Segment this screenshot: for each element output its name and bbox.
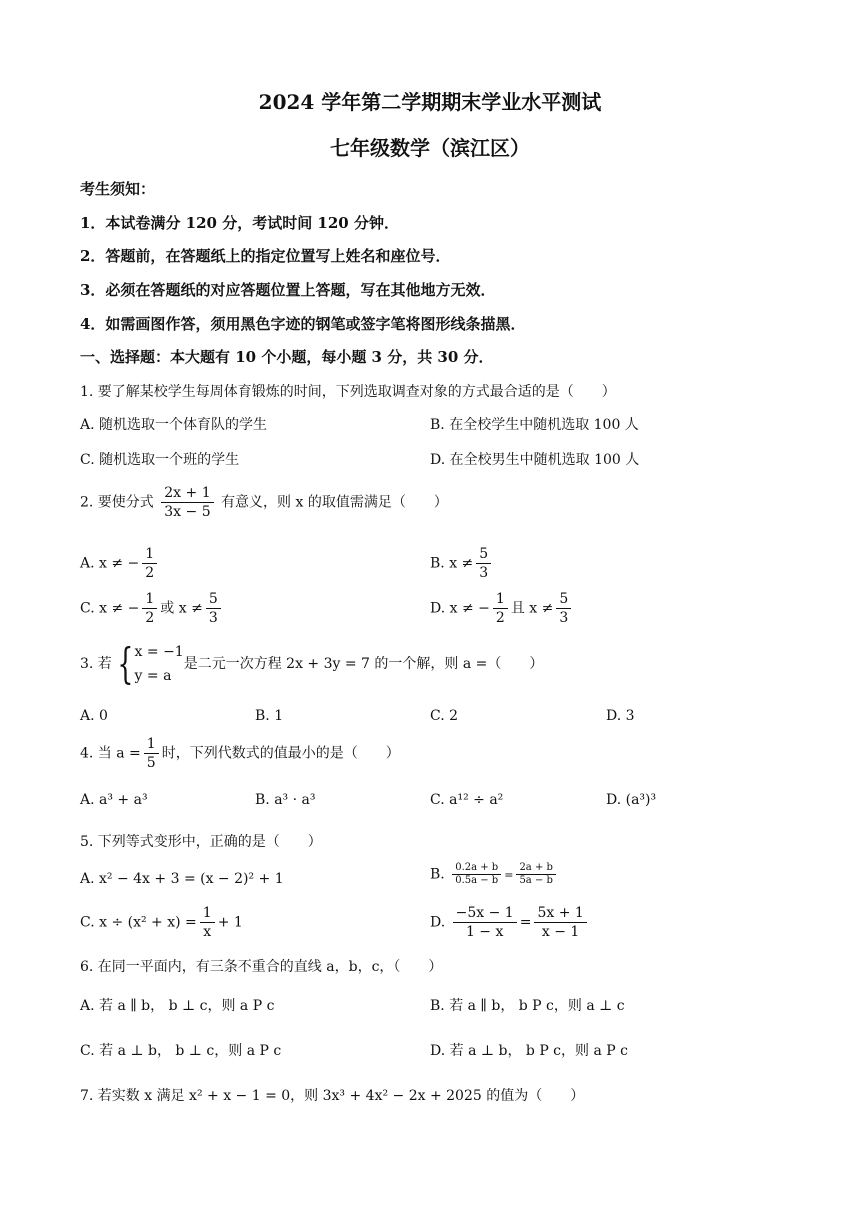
q4-den: 5 xyxy=(146,755,156,771)
question-2-stem xyxy=(80,484,448,521)
q5-d-den2: x − 1 xyxy=(541,924,580,940)
q2-d-den2: 3 xyxy=(559,610,569,626)
q2-b-den: 3 xyxy=(479,565,489,581)
q5-option-b: B. $\frac{0.2a + b}{0.5a - b}$ = $\frac{2a + b}{5a - b}$ xyxy=(430,862,559,887)
q4-option-a: A. a³ + a³ xyxy=(80,792,148,808)
q3-equation-system xyxy=(135,640,184,688)
exam-title: 2024 学年第二学期期末学业水平测试 xyxy=(258,90,602,114)
q2-c-num2: 5 xyxy=(206,590,221,609)
q2-fraction-numerator: 2x + 1 xyxy=(161,484,213,503)
q4-stem-suffix: 时，下列代数式的值最小的是（ ） xyxy=(161,745,400,762)
notice-item: 4．如需画图作答，须用黑色字迹的钢笔或签字笔将图形线条描黑． xyxy=(80,315,526,333)
q3-system-row1: x = −1 xyxy=(134,644,184,660)
q1-option-a: A. 随机选取一个体育队的学生 xyxy=(80,417,268,433)
q4-option-b: B. a³ · a³ xyxy=(255,792,316,808)
notice-item: 1．本试卷满分 120 分，考试时间 120 分钟． xyxy=(80,214,399,232)
q2-fraction xyxy=(161,484,213,521)
q5-c-suffix: + 1 xyxy=(217,914,243,931)
q2-option-a xyxy=(80,545,160,582)
question-6-stem: 6. 在同一平面内，有三条不重合的直线 a，b，c，（ ） xyxy=(80,959,443,975)
q6-option-a: A. 若 a ∥ b， b ⊥ c，则 a P c xyxy=(80,998,275,1014)
q4-option-c: C. a¹² ÷ a² xyxy=(430,792,504,808)
q3-system-row2: y = a xyxy=(134,668,172,684)
q5-b-label: B. xyxy=(430,866,445,883)
q5-b-den1: 0.5a − b xyxy=(455,875,499,886)
q2-fraction-denominator: 3x − 5 xyxy=(164,504,211,520)
q2-option-c xyxy=(80,590,224,627)
q2-c-den2: 3 xyxy=(208,610,218,626)
q3-option-b: B. 1 xyxy=(255,708,284,724)
q5-option-a: A. x² − 4x + 3 = (x − 2)² + 1 xyxy=(80,871,284,887)
q2-a-text: A. x ≠ − xyxy=(80,555,140,572)
question-4-stem xyxy=(80,735,400,772)
q3-option-d: D. 3 xyxy=(606,708,635,724)
q2-d-mid: 且 x ≠ xyxy=(510,600,554,617)
q2-c-num1: 1 xyxy=(142,590,157,609)
question-5-stem: 5. 下列等式变形中，正确的是（ ） xyxy=(80,834,322,850)
q2-d-text: D. x ≠ − xyxy=(430,600,490,617)
q2-d-num2: 5 xyxy=(556,590,571,609)
q5-b-num1: 0.2a + b xyxy=(452,862,501,875)
q3-option-c: C. 2 xyxy=(430,708,459,724)
q2-d-den1: 2 xyxy=(495,610,505,626)
question-7-stem: 7. 若实数 x 满足 x² + x − 1 = 0，则 3x³ + 4x² − 2x + 2025 的值为（ ） xyxy=(80,1088,585,1104)
q4-num: 1 xyxy=(144,735,159,754)
q3-stem-suffix: 是二元一次方程 2x + 3y = 7 的一个解，则 a =（ ） xyxy=(183,656,544,672)
q5-c-num: 1 xyxy=(200,904,215,923)
q5-option-c xyxy=(80,904,243,941)
q2-stem-prefix: 2. 要使分式 xyxy=(80,494,154,511)
question-1-stem: 1. 要了解某校学生每周体育锻炼的时间，下列选取调查对象的方式最合适的是（ ） xyxy=(80,384,616,400)
q2-a-num: 1 xyxy=(142,545,157,564)
q4-stem-prefix: 4. 当 a = xyxy=(80,745,141,762)
q5-d-num2: 5x + 1 xyxy=(534,904,586,923)
q2-c-mid: 或 x ≠ xyxy=(160,600,203,617)
q2-option-b xyxy=(430,545,494,582)
q6-option-d: D. 若 a ⊥ b， b P c，则 a P c xyxy=(430,1043,628,1059)
section-heading: 一、选择题：本大题有 10 个小题，每小题 3 分，共 30 分． xyxy=(80,348,494,366)
q2-option-d xyxy=(430,590,574,627)
q2-stem-suffix: 有意义，则 x 的取值需满足（ ） xyxy=(221,494,448,511)
q5-option-d: D. $\frac{-5x - 1}{1 - x}$ = $\frac{5x + 1}{x - 1}$ xyxy=(430,904,590,941)
q5-b-num2: 2a + b xyxy=(516,862,555,875)
q5-d-num1: −5x − 1 xyxy=(453,904,517,923)
q5-d-den1: 1 − x xyxy=(465,924,504,940)
brace-icon: { xyxy=(117,639,134,688)
q6-option-b: B. 若 a ∥ b， b P c，则 a ⊥ c xyxy=(430,998,625,1014)
question-3-stem xyxy=(80,640,543,688)
q5-c-den: x xyxy=(203,924,212,940)
exam-subtitle: 七年级数学（滨江区） xyxy=(330,136,530,160)
q6-option-c: C. 若 a ⊥ b， b ⊥ c，则 a P c xyxy=(80,1043,282,1059)
q3-option-a: A. 0 xyxy=(80,708,108,724)
q1-option-b: B. 在全校学生中随机选取 100 人 xyxy=(430,417,639,433)
q2-b-text: B. x ≠ xyxy=(430,555,474,572)
q4-option-d: D. (a³)³ xyxy=(606,792,657,808)
q2-c-den1: 2 xyxy=(145,610,155,626)
q5-c-text: C. x ÷ (x² + x) = xyxy=(80,914,197,931)
notice-item: 3．必须在答题纸的对应答题位置上答题，写在其他地方无效． xyxy=(80,281,496,299)
q5-b-den2: 5a − b xyxy=(519,875,553,886)
q3-stem-prefix: 3. 若 xyxy=(80,656,112,672)
q1-option-c: C. 随机选取一个班的学生 xyxy=(80,452,240,468)
q2-d-num1: 1 xyxy=(493,590,508,609)
q5-d-label: D. xyxy=(430,914,446,931)
q2-b-num: 5 xyxy=(476,545,491,564)
q2-c-text: C. x ≠ − xyxy=(80,600,140,617)
q2-a-den: 2 xyxy=(145,565,155,581)
notice-heading: 考生须知： xyxy=(80,180,156,198)
q1-option-d: D. 在全校男生中随机选取 100 人 xyxy=(430,452,640,468)
notice-item: 2．答题前，在答题纸上的指定位置写上姓名和座位号． xyxy=(80,247,451,265)
